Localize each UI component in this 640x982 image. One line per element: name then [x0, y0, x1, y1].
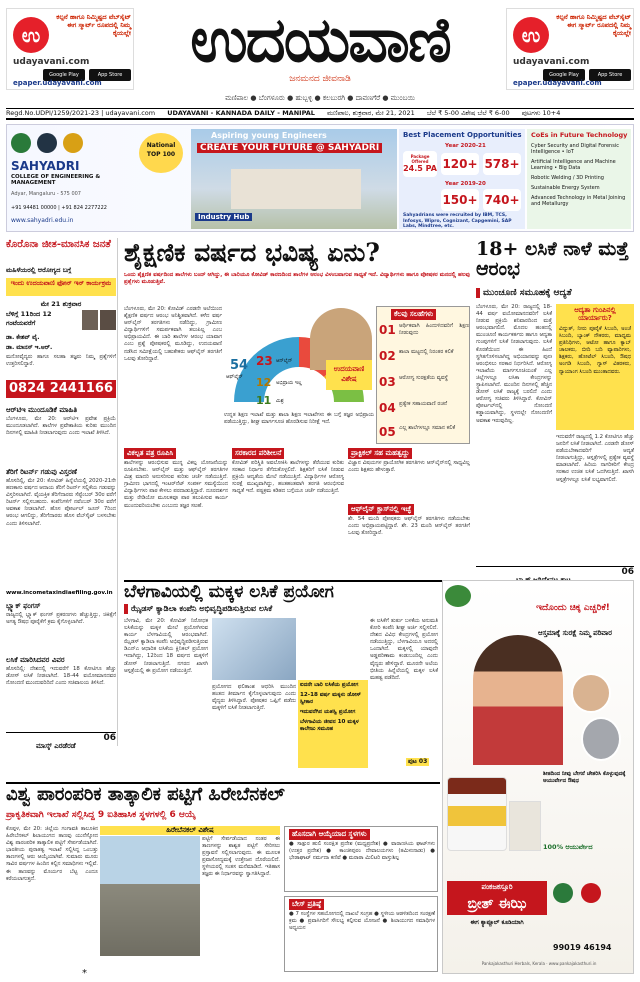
base-box	[284, 896, 438, 972]
chart-value-12: 12	[256, 376, 272, 389]
point-number: 04	[379, 401, 396, 415]
star-mark: *	[82, 968, 87, 979]
leaf-logo-icon	[445, 585, 471, 607]
right-footer-page: 06	[621, 567, 634, 577]
ad-brand: ಪಂಕಜಕಸ್ತೂರಿ	[447, 881, 547, 893]
belagavi-bullets	[298, 680, 368, 768]
phone-in-body: ಮನೋವೈದ್ಯರು ಹಾಗೂ ಸಲಹಾ ತಜ್ಞರು ನಿಮ್ಮ ಪ್ರಶ್ನೆಗಳಿಗೆ ಉತ್ತರಿಸಲಿದ್ದಾರೆ.	[6, 354, 116, 368]
edition: UDAYAVANI - KANNADA DAILY - MANIPAL	[167, 109, 315, 117]
base-box-list: ● 7 ಸಂಸ್ಥೆಗಳ ಸಹಯೋಗದಲ್ಲಿ ದಾಖಲೆ ಸಂಗ್ರಹ ● ಸ್ಥಳೀಯ ಆಡಳಿತದಿಂದ ಸಂರಕ್ಷಣೆ ಕ್ರಮ ● ಪ್ರವಾಸಿಗರಿಗೆ ಸೌಲಭ್ಯ ಕಲ್ಪಿಸುವ ಯೋಜನೆ ● ಶಿಲಾಯುಗದ ಸಮಾಧಿಗಳ ಅಧ್ಯಯನ	[289, 911, 435, 932]
vaccine-body-2: ಇದುವರೆಗೆ ರಾಜ್ಯದಲ್ಲಿ 1.2 ಕೋಟಿಗೂ ಹೆಚ್ಚು ಜನರಿಗೆ ಲಸಿಕೆ ನೀಡಲಾಗಿದೆ. ಎರಡನೇ ಡೋಸ್ ಪಡೆಯಬೇಕಾದವರಿಗೆ ಆದ್ಯತೆ ನೀಡಲಾಗುತ್ತಿದ್ದು, ಆಸ್ಪತ್ರೆಗಳಲ್ಲಿ ಪ್ರತ್ಯೇಕ ವ್ಯವಸ್ಥೆ ಮಾಡಲಾಗಿದೆ. ಹಿರಿಯ ನಾಗರಿಕರಿಗೆ ಕೇಂದ್ರ ಸರಕಾರ ಉಚಿತ ಲಸಿಕೆ ಒದಗಿಸುತ್ತಿದೆ. ಖಾಸಗಿ ಆಸ್ಪತ್ರೆಗಳಲ್ಲೂ ಲಸಿಕೆ ಲಭ್ಯವಾಗಲಿದೆ.	[556, 434, 634, 483]
create-future-text: CREATE YOUR FUTURE @ SAHYADRI	[197, 143, 382, 153]
story-body: ರಾಜ್ಯದಲ್ಲಿ ಬ್ಲ್ಯಾಕ್ ಫಂಗಸ್ ಪ್ರಕರಣಗಳು ಹೆಚ್ಚುತ್ತಿದ್ದು, ಚಿಕಿತ್ಸೆಗೆ ಅಗತ್ಯ ಔಷಧ ಪೂರೈಕೆಗೆ ಕ್ರಮ ಕೈಗೊಳ್ಳಲಾಗಿದೆ.	[6, 612, 116, 626]
left-footer-text: ಮಾಸ್ಕ್ ಎರಡೆರಡೆ	[36, 742, 76, 750]
heritage-body-1: ಕೊಪ್ಪಳ, ಮೇ 20: ಜಿಲ್ಲೆಯ ಗಂಗಾವತಿ ತಾಲೂಕಿನ ಹಿರೇಬೆನಕಲ್ ಶಿಲಾಯುಗದ ತಾಣವು ಯುನೆಸ್ಕೋದ ವಿಶ್ವ ಪಾರಂಪರಿಕ ತಾತ್ಕಾಲಿಕ ಪಟ್ಟಿಗೆ ಸೇರ್ಪಡೆಯಾಗಿದೆ. ಭಾರತೀಯ ಪುರಾತತ್ವ ಇಲಾಖೆ ಸಲ್ಲಿಸಿದ್ದ ಒಂಬತ್ತು ತಾಣಗಳಲ್ಲಿ ಆರು ಆಯ್ಕೆಯಾಗಿವೆ. ಸುಮಾರು ಮೂರು ಸಾವಿರ ವರ್ಷಗಳ ಹಿಂದಿನ ಕಲ್ಲಿನ ಸಮಾಧಿಗಳು ಇಲ್ಲಿವೆ. ಈ ತಾಣವನ್ನು ಮೊರ್ಯರ ಬೆಟ್ಟ ಎಂದೂ ಕರೆಯಲಾಗುತ್ತದೆ.	[6, 826, 98, 882]
issue-date: ಮಣಿಪಾಲ, ಶುಕ್ರವಾರ, ಮೇ 21, 2021	[327, 109, 415, 117]
lead-intro: ಒಂದು ಶೈಕ್ಷಣಿಕ ವರ್ಷದಿಂದ ಶಾಲೆಗಳು ಬಂದ್‌ ಆಗಿದ್ದು, ಈ ಬಾರಿಯೂ ಕೋವಿಡ್ ಕಾರಣದಿಂದ ಶಾಲೆಗಳ ಆರಂಭ ವಿಳಂಬವಾಗುವ ಸಾಧ್ಯತೆ ಇದೆ. ವಿದ್ಯಾರ್ಥಿಗಳು ಹಾಗೂ ಪೋಷಕರ ಮನದಲ್ಲಿ ಹಲವು ಪ್ರಶ್ನೆಗಳು ಮೂಡುತ್ತಿವೆ.	[124, 272, 470, 286]
college-crest-icon	[37, 133, 57, 153]
capsule-pack	[509, 801, 541, 851]
industry-hub: Industry Hub	[195, 213, 252, 221]
udayavani-logo-icon: ಉ	[513, 17, 549, 53]
heritage-photo	[100, 836, 200, 956]
lead-body-col2: ಉನ್ನತ ಶಿಕ್ಷಣ ಇಲಾಖೆ ಮತ್ತು ಶಾಲಾ ಶಿಕ್ಷಣ ಇಲಾಖೆಗಳು ಈ ಬಗ್ಗೆ ತಜ್ಞರ ಅಭಿಪ್ರಾಯ ಪಡೆಯುತ್ತಿದ್ದು, ಶೀಘ್ರ ಮಾರ್ಗಸೂಚಿ ಹೊರಡಿಸುವ ನಿರೀಕ್ಷೆ ಇದೆ.	[224, 412, 374, 426]
ad-phone[interactable]: 99019 46194	[553, 943, 612, 952]
survey-chart	[224, 306, 374, 410]
story-title: ಲಸಿಕೆ ಮಾರಿಸಿದವರ ವಿವರ	[6, 656, 65, 664]
doctor-name-2: ಡಾ. ಮಾನಸ್ ಇ.ಆರ್.	[6, 344, 53, 351]
info-bar	[6, 108, 634, 120]
story-body: ಹೊಸದಿಲ್ಲಿ, ಮೇ 20: ಕೋವಿಡ್ ಹಿನ್ನೆಲೆಯಲ್ಲಿ 2020-21ನೇ ಹಣಕಾಸು ವರ್ಷದ ಆದಾಯ ತೆರಿಗೆ ರಿಟರ್ನ್ ಸಲ್ಲಿಕೆಯ ಗಡುವನ್ನು ವಿಸ್ತರಿಸಲಾಗಿದೆ. ವೈಯಕ್ತಿಕ ತೆರಿಗೆದಾರರು ಸೆಪ್ಟೆಂಬರ್ 30ರ ವರೆಗೆ ರಿಟರ್ನ್ ಸಲ್ಲಿಸಬಹುದು. ಕಂಪೆನಿಗಳಿಗೆ ನವೆಂಬರ್ 30ರ ವರೆಗೆ ಅವಕಾಶ ನೀಡಲಾಗಿದೆ. ಹೊಸ ಪೋರ್ಟಲ್ ಜೂನ್ 7ರಿಂದ ಆರಂಭ ಆಗಲಿದ್ದು, ತೆರಿಗೆದಾರರು ಹೊಸ ವೆಬ್‌ಸೈಟ್ ಬಳಸಬೇಕು ಎಂದು ತಿಳಿಸಲಾಗಿದೆ.	[6, 478, 116, 527]
product-jar	[447, 777, 507, 851]
coe-item: Robotic Welding / 3D Printing	[531, 175, 604, 181]
college-phone[interactable]: +91 94481 00000 | +91 824 2277222	[11, 205, 107, 211]
priority-box-title: ಆದ್ಯತಾ ಗುಂಪಿನಲ್ಲಿ ಯಾರ್ಯಾರು?	[574, 306, 616, 322]
tax-portal-link[interactable]: www.incometaxindiaefiling.gov.in	[6, 590, 113, 596]
story-title: ಬ್ಲ್ಯಾಕ್ ಫಂಗಸ್	[6, 602, 41, 610]
coe-item: Advanced Technology in Metal Joining and Metallurgy	[531, 195, 626, 207]
point-text: ಆರೋಗ್ಯ ಸುರಕ್ಷತೆಯ ವ್ಯವಸ್ಥೆ	[399, 375, 449, 381]
promo-site: udayavani.com	[13, 57, 90, 67]
lead-sub-4-body: ಶೇ. 54 ಮಂದಿ ಪೋಷಕರು ಆಫ್‌ಲೈನ್ ತರಗತಿಗಳು ನಡೆಯಬೇಕು ಎಂದು ಅಭಿಪ್ರಾಯಪಟ್ಟಿದ್ದಾರೆ. ಶೇ. 23 ಮಂದಿ ಆನ್‌ಲೈನ್ ತರಗತಿಗೆ ಒಲವು ತೋರಿದ್ದಾರೆ.	[348, 516, 470, 537]
coe-item: Cyber Security and Digital Forensic Intelligence • IoT	[531, 143, 619, 155]
priority-box-body: ವಿದ್ಯುತ್, ನೀರು ಪೂರೈಕೆ ಸಿಬಂದಿ, ಅಂಚೆ ಸಿಬಂದಿ, ಬ್ಯಾಂಕ್ ನೌಕರರು, ಮಾಧ್ಯಮ ಪ್ರತಿನಿಧಿಗಳು, ಆಟೋ ಹಾಗೂ ಕ್ಯಾಬ್ ಚಾಲಕರು, ಬೀದಿ ಬದಿ ವ್ಯಾಪಾರಿಗಳು, ಶಿಕ್ಷಕರು, ಹೋಟೆಲ್ ಸಿಬಂದಿ, ಔಷಧ ಅಂಗಡಿ ಸಿಬಂದಿ, ಗ್ಯಾಸ್ ವಿತರಕರು, ನ್ಯಾಯಾಂಗ ಸಿಬಂದಿ ಮುಂತಾದವರು.	[559, 326, 631, 375]
lead-headline: ಶೈಕ್ಷಣಿಕ ವರ್ಷದ ಭವಿಷ್ಯ ಏನು?	[124, 238, 380, 267]
story-body: ಬೆಂಗಳೂರು, ಮೇ 20: ಆರ್‌ಟಿಇ ಪ್ರವೇಶ ಪ್ರಕ್ರಿಯೆ ಮುಂದೂಡಲಾಗಿದೆ. ಶಾಲೆಗಳ ಪ್ರವೇಶಾತಿಯ ಕುರಿತು ಮುಂದಿನ ದಿನಗಳಲ್ಲಿ ಮಾಹಿತಿ ನೀಡಲಾಗುವುದು ಎಂದು ಇಲಾಖೆ ತಿಳಿಸಿದೆ.	[6, 416, 116, 437]
new-sites-box	[284, 826, 438, 892]
ad-tagline: ಈಗ ಕ್ಯಾಪ್ಸೂಲ್ ಕೂಡಿಯಾಗಿ	[470, 919, 524, 926]
ad-percent: 100% ಆಯುರ್ವೇದ	[543, 843, 593, 851]
child-vaccine-photo	[212, 618, 296, 680]
promo-left[interactable]	[6, 8, 134, 90]
lead-sub-3-body: ವಿಜ್ಞಾನ ವಿಷಯಗಳ ಪ್ರಾಯೋಗಿಕ ತರಗತಿಗಳು ಆನ್‌ಲೈನ್‌ನಲ್ಲಿ ಸಾಧ್ಯವಿಲ್ಲ ಎಂದು ಶಿಕ್ಷಕರು ಹೇಳುತ್ತಾರೆ.	[348, 460, 470, 474]
epaper-link[interactable]: epaper.udayavani.com	[13, 79, 102, 87]
child-photo	[571, 673, 611, 713]
ad-product: ಬ್ರೀತ್ ಈಝಿ	[447, 893, 547, 915]
jobs-2019-20: 740+	[483, 189, 521, 211]
points-box	[376, 306, 470, 444]
belagavi-page-ref: ಪುಟ 03	[408, 758, 428, 765]
campus-photo	[191, 129, 397, 229]
promo-text: ಕಲ್ಪನೆ ಹಾಗೂ ನಿಮ್ಮಿಷ್ಟದ ವೆಬ್‌ಸೈಟ್‌ ಈಗ ಸ್ಮಾರ್ಟ್‌ ರೂಪದಲ್ಲಿ ನಿಮ್ಮ ಕೈಯಲ್ಲೇ	[56, 13, 131, 37]
college-web[interactable]: www.sahyadri.edu.in	[11, 217, 74, 224]
year-2020-21: Year 2020-21	[445, 143, 486, 149]
lead-sub-3: ಪ್ರಾಕ್ಟಿಕಲ್ ಸಹ ಮಹತ್ವದ್ದು	[348, 448, 412, 459]
elder-photo	[581, 717, 621, 761]
lead-sub-2: ಸರಕಾರದ ಪರಿಶೀಲನೆ	[232, 448, 284, 459]
point-text: ಆರ್ಥಿಕವಾಗಿ ಹಿಂದುಳಿದವರಿಗೆ ಶಿಕ್ಷಣ ನೀಡುವುದು	[399, 323, 469, 337]
belagavi-body-1: ಬೆಳಗಾವಿ, ಮೇ 20: ಕೋವಿಡ್ ನಿರೋಧಕ ಲಸಿಕೆಯನ್ನು ಮಕ್ಕಳ ಮೇಲೆ ಪ್ರಯೋಗಿಸುವ ಕಾರ್ಯ ಬೆಳಗಾವಿಯಲ್ಲಿ ಆರಂಭವಾಗಿದೆ. ಝೈಡಸ್ ಕ್ಯಾಡಿಲಾ ಕಂಪೆನಿ ಅಭಿವೃದ್ಧಿಪಡಿಸುತ್ತಿರುವ ಡಿಎನ್‌ಎ ಆಧಾರಿತ ಲಸಿಕೆಯ ಕ್ಲಿನಿಕಲ್ ಪ್ರಯೋಗ ಇದಾಗಿದ್ದು, 12ರಿಂದ 18 ವರ್ಷದ ಮಕ್ಕಳಿಗೆ ಡೋಸ್ ನೀಡಲಾಗುತ್ತಿದೆ. ನಗರದ ಖಾಸಗಿ ಆಸ್ಪತ್ರೆಯಲ್ಲಿ ಈ ಪ್ರಯೋಗ ನಡೆಯುತ್ತಿದೆ.	[124, 618, 208, 674]
point-number: 03	[379, 375, 396, 389]
offers-2020-21: 120+	[441, 153, 479, 175]
woman-photo	[473, 635, 563, 765]
coe-item: Sustainable Energy System	[531, 185, 600, 191]
recruiters: Sahyadrians were recruited by IBM, TCS, Infosys, Wipro, Cognizant, Capgemini, SAP Labs, Mindtree, etc.	[403, 213, 512, 229]
chart-label: ಅಭಿಪ್ರಾಯ ಇಲ್ಲ	[276, 380, 302, 386]
chart-label: ಆನ್‌ಲೈನ್	[276, 358, 293, 364]
phone-in-time: ಬೆಳಿಗ್ಗೆ 11ರಿಂದ 12 ಗಂಟೆಯವರೆಗೆ	[6, 310, 52, 327]
promo-right[interactable]	[506, 8, 634, 90]
placement-title: Best Placement Opportunities	[403, 131, 522, 139]
masthead-title: ಉದಯವಾಣಿ	[190, 3, 450, 76]
phone-in-date: ಮೇ 21 ಶುಕ್ರವಾರ	[40, 300, 82, 308]
price: ಬೆಲೆ ₹ 5-00 ವಿಶೇಷ ಬೆಲೆ ₹ 6-00	[426, 109, 510, 117]
story-body: ಹೊಸದಿಲ್ಲಿ: ದೇಶದಲ್ಲಿ ಇದುವರೆಗೆ 18 ಕೋಟಿಗೂ ಹೆಚ್ಚು ಡೋಸ್ ಲಸಿಕೆ ನೀಡಲಾಗಿದೆ. 18-44 ವಯೋಮಾನದವರ ನೋಂದಣಿ ಮುಂದುವರಿದಿದೆ ಎಂದು ಸಚಿವಾಲಯ ತಿಳಿಸಿದೆ.	[6, 666, 116, 687]
gmp-badge-icon	[581, 883, 601, 903]
vaccine-headline: 18+ ಲಸಿಕೆ ನಾಳೆ ಮತ್ತೆ ಆರಂಭ	[476, 238, 629, 280]
belagavi-subhead: ಝೈಡಸ್ ಕ್ಯಾಡಿಲಾ ಕಂಪೆನಿ ಅಭಿವೃದ್ಧಿಪಡಿಸುತ್ತಿರುವ ಲಸಿಕೆ	[124, 604, 394, 614]
special-badge: ಉದಯವಾಣಿ ವಿಶೇಷ	[326, 360, 372, 390]
rank-badge: National TOP 100	[139, 133, 183, 173]
ad-footer: Pankajakasthuri Herbals, Kerala · www.pankajakasthuri.in	[481, 961, 597, 966]
heritage-photo-caption: ಹಿರೇಬೆನಕಲ್ ವಿಶೇಷ	[100, 826, 280, 835]
point-text: ಎಲ್ಲ ಶಾಲೆಗಳಲ್ಲೂ ಸಮಾನ ಕಲಿಕೆ	[399, 425, 456, 431]
college-name: SAHYADRI	[11, 159, 80, 173]
left-subtitle: ಮಹಿಳೆಯರಲ್ಲಿ ಆರೋಗ್ಯದ ಬಗ್ಗೆ	[6, 266, 72, 274]
point-number: 05	[379, 425, 396, 439]
doctor-name-1: ಡಾ. ಕೇಶವ್ ವೈ.	[6, 334, 40, 341]
point-text: ಪ್ರತ್ಯೇಕ ಸಹಾಯವಾಣಿ ರಚನೆ	[399, 401, 448, 407]
coes-title: CoEs in Future Technology	[531, 131, 628, 139]
priority-box	[556, 304, 634, 430]
doctor-photo	[82, 310, 98, 330]
bullet-item: ಬೆಳಗಾವಿಯ ಜೀವನ 10 ಮಕ್ಕಳ ಕಾಲೇಜು ಸಮೂಹ	[300, 719, 359, 732]
offers-2019-20: 150+	[441, 189, 479, 211]
app-store-badge[interactable]: App Store	[589, 69, 631, 81]
promo-text: ಕಲ್ಪನೆ ಹಾಗೂ ನಿಮ್ಮಿಷ್ಟದ ವೆಬ್‌ಸೈಟ್‌ ಈಗ ಸ್ಮಾರ್ಟ್‌ ರೂಪದಲ್ಲಿ ನಿಮ್ಮ ಕೈಯಲ್ಲೇ	[556, 13, 631, 37]
sahyadri-ad[interactable]	[6, 124, 634, 232]
pankajakasthuri-ad[interactable]	[442, 580, 634, 974]
promo-site: udayavani.com	[513, 57, 590, 67]
masthead-cities: ಮಣಿಪಾಲ ● ಬೆಂಗಳೂರು ● ಹುಬ್ಬಳ್ಳಿ ● ಕಲಬುರಗಿ ● ದಾವಣಗೆರೆ ● ಮುಂಬಯಿ	[225, 94, 415, 102]
doctor-photo	[100, 310, 116, 330]
aspiring-text: Aspiring young Engineers	[211, 131, 327, 140]
vaccine-subhead: ಮುಂಚೂಣಿ ಸಮೂಹಕ್ಕೆ ಆದ್ಯತೆ	[476, 288, 634, 298]
naac-seal-icon	[11, 133, 31, 153]
chart-label: ಮಿಶ್ರ	[276, 398, 284, 404]
lead-sub-1-body: ಶಾಲೆಗಳನ್ನು ಆರಂಭಿಸುವ ಮುನ್ನ ವಿಕಲ್ಪ ಯೋಜನೆಯನ್ನು ರೂಪಿಸಬೇಕು. ಆನ್‌ಲೈನ್ ಮತ್ತು ಆಫ್‌ಲೈನ್ ತರಗತಿಗಳ ಮಿಶ್ರ ಮಾದರಿ ಅನುಸರಿಸುವ ಕುರಿತು ಚರ್ಚೆ ನಡೆಯುತ್ತಿದೆ. ಗ್ರಾಮೀಣ ಭಾಗದಲ್ಲಿ ಇಂಟರ್‌ನೆಟ್ ಸಂಪರ್ಕ ಸಮಸ್ಯೆಯಿಂದ ವಿದ್ಯಾರ್ಥಿಗಳು ಪಾಠ ಕೇಳಲು ಪರದಾಡುತ್ತಿದ್ದಾರೆ. ದೂರದರ್ಶನ ಮತ್ತು ರೇಡಿಯೋ ಮೂಲಕವೂ ಪಾಠ ತಲುಪಿಸುವ ಕಾರ್ಯ ಮುಂದುವರಿಯಬೇಕು ಎಂಬುದು ತಜ್ಞರ ಸಲಹೆ.	[124, 460, 228, 509]
college-address: Adyar, Mangaluru - 575 007	[11, 191, 81, 197]
masthead-tagline: ಜನಮನದ ಜೀವನಾಡಿ	[289, 74, 351, 84]
page-count: ಪುಟಗಳು 10+4	[521, 109, 561, 117]
point-text: ಶಾಲಾ ಮಟ್ಟದಲ್ಲಿ ನಿರಂತರ ಕಲಿಕೆ	[399, 349, 454, 355]
right-footer	[476, 566, 634, 578]
point-number: 02	[379, 349, 396, 363]
chart-label: ಆಫ್‌ಲೈನ್	[226, 374, 243, 380]
left-footer	[6, 732, 116, 750]
base-box-title: ಬೇಸ್‌ ಪ್ರತಿಷ್ಠೆ	[289, 899, 324, 910]
bullet-item: 12-18 ವರ್ಷ ಮಕ್ಕಳು ಡೋಸ್ ಸ್ವೀಕಾರ	[300, 692, 361, 705]
ad-body: ಶೀತದಿಂದ ನೀವು ಬೇಗನೆ ಚೇತರಿಸಿ ಕೊಳ್ಳುವುದಕ್ಕೆ ಆಯುರ್ವೇದ ಔಷಧ	[543, 771, 626, 784]
bullet-item: ಇದುವರೆಗಿನ ಯಶಸ್ವಿ ಪ್ರಯೋಗ	[300, 709, 356, 715]
ad-headline: ಇದೊಂದು ಚಿಕ್ಕ ಎಚ್ಚರಿಕೆ!	[536, 603, 610, 613]
reg-number: Regd.No.UDPI/1259/2021-23 | udayavani.com	[6, 109, 156, 117]
phone-in-banner: ಇಂದು ಉದಯವಾಣಿ ಫೋನ್‌ ಇನ್‌ ಕಾರ್ಯಕ್ರಮ	[6, 278, 116, 296]
vaccine-body-1: ಬೆಂಗಳೂರು, ಮೇ 20: ರಾಜ್ಯದಲ್ಲಿ 18-44 ವರ್ಷ ವಯೋಮಾನದವರಿಗೆ ಲಸಿಕೆ ನೀಡುವ ಪ್ರಕ್ರಿಯೆ ಶನಿವಾರದಿಂದ ಮತ್ತೆ ಆರಂಭವಾಗಲಿದೆ. ಮೊದಲ ಹಂತದಲ್ಲಿ ಮುಂಚೂಣಿ ಕಾರ್ಯಕರ್ತರು ಹಾಗೂ ಆದ್ಯತಾ ಗುಂಪುಗಳಿಗೆ ಲಸಿಕೆ ನೀಡಲಾಗುವುದು. ಲಸಿಕೆ ಕೊರತೆಯಿಂದ ಈ ಹಿಂದೆ ಸ್ಥಗಿತಗೊಳಿಸಲಾಗಿದ್ದ ಅಭಿಯಾನವನ್ನು ಪುನಃ ಆರಂಭಿಸಲು ಸರಕಾರ ನಿರ್ಧರಿಸಿದೆ. ಆರೋಗ್ಯ ಇಲಾಖೆಯ ಮಾರ್ಗಸೂಚಿಯಂತೆ ಎಲ್ಲ ಜಿಲ್ಲೆಗಳಲ್ಲೂ ಲಸಿಕಾ ಕೇಂದ್ರಗಳನ್ನು ಸ್ಥಾಪಿಸಲಾಗಿದೆ. ಮುಂದಿನ ದಿನಗಳಲ್ಲಿ ಹೆಚ್ಚಿನ ಡೋಸ್ ಲಸಿಕೆ ರಾಜ್ಯಕ್ಕೆ ಬರಲಿದೆ ಎಂದು ಆರೋಗ್ಯ ಸಚಿವರು ತಿಳಿಸಿದ್ದಾರೆ. ಕೋವಿನ್ ಪೋರ್ಟಲ್‌ನಲ್ಲಿ ನೋಂದಣಿ ಕಡ್ಡಾಯವಾಗಿದ್ದು, ಸ್ಥಳದಲ್ಲೇ ನೋಂದಣಿಗೆ ಅವಕಾಶ ಇರುವುದಿಲ್ಲ.	[476, 304, 552, 424]
lead-sub-1: ವಿಕಲ್ಪತ ಪತ್ರ ರೂಪಿಸಿ	[124, 448, 176, 459]
left-column	[6, 238, 118, 750]
lead-sub-4: ಆಫ್‌ಲೈನ್ ಕ್ಲಾಸ್‌ನಲ್ಲಿ ಇಚ್ಛೆ	[348, 504, 414, 515]
chart-value-11: 11	[256, 394, 272, 407]
belagavi-body-3: ಈ ಲಸಿಕೆಗೆ ತುರ್ತು ಬಳಕೆಯ ಅನುಮತಿ ಕೋರಿ ಕಂಪೆನಿ ಶೀಘ್ರ ಅರ್ಜಿ ಸಲ್ಲಿಸಲಿದೆ. ದೇಶದ ವಿವಿಧ ಕೇಂದ್ರಗಳಲ್ಲಿ ಪ್ರಯೋಗ ನಡೆಯುತ್ತಿದ್ದು, ಬೆಳಗಾವಿಯೂ ಅದರಲ್ಲಿ ಒಂದಾಗಿದೆ. ಮಕ್ಕಳಲ್ಲಿ ಯಾವುದೇ ಅಡ್ಡಪರಿಣಾಮ ಕಂಡುಬಂದಿಲ್ಲ ಎಂದು ವೈದ್ಯರು ಹೇಳಿದ್ದಾರೆ. ಮೂರನೇ ಅಲೆಯ ಭೀತಿಯ ಹಿನ್ನೆಲೆಯಲ್ಲಿ ಮಕ್ಕಳ ಲಸಿಕೆ ಮಹತ್ವ ಪಡೆದಿದೆ.	[370, 618, 438, 681]
points-title: ಕೆಲವು ಸಲಹೆಗಳು	[391, 309, 436, 320]
belagavi-body-2: ಪ್ರಯೋಗದ ಫಲಿತಾಂಶ ಆಧರಿಸಿ ಮುಂದಿನ ಹಂತದ ತೀರ್ಮಾನ ಕೈಗೊಳ್ಳಲಾಗುವುದು ಎಂದು ವೈದ್ಯರು ತಿಳಿಸಿದ್ದಾರೆ. ಪೋಷಕರ ಒಪ್ಪಿಗೆ ಪಡೆದು ಮಕ್ಕಳಿಗೆ ಲಸಿಕೆ ನೀಡಲಾಗುತ್ತಿದೆ.	[212, 684, 296, 712]
epaper-link[interactable]: epaper.udayavani.com	[513, 79, 602, 87]
story-title: ತೆರಿಗೆ ರಿಟರ್ನ್ ಗಡುವು ವಿಸ್ತರಣೆ	[6, 468, 77, 476]
heritage-body-2: ಪಟ್ಟಿಗೆ ಸೇರ್ಪಡೆಯಾದ ನಂತರ ಈ ತಾಣಗಳನ್ನು ಶಾಶ್ವತ ಪಟ್ಟಿಗೆ ಸೇರಿಸಲು ಪ್ರಸ್ತಾವನೆ ಸಲ್ಲಿಸಲಾಗುವುದು. ಈ ಮೂಲಕ ಪ್ರವಾಸೋದ್ಯಮಕ್ಕೆ ಉತ್ತೇಜನ ದೊರೆಯಲಿದೆ. ಸ್ಥಳೀಯರಲ್ಲಿ ಸಂತಸ ಮನೆಮಾಡಿದೆ. ಇತಿಹಾಸ ತಜ್ಞರು ಈ ನಿರ್ಧಾರವನ್ನು ಸ್ವಾಗತಿಸಿದ್ದಾರೆ.	[202, 836, 280, 878]
chart-value-23: 23	[256, 354, 273, 368]
lead-body-col1: ಬೆಂಗಳೂರು, ಮೇ 20: ಕೋವಿಡ್ ಎರಡನೇ ಅಲೆಯಿಂದ ಶೈಕ್ಷಣಿಕ ವರ್ಷದ ಆರಂಭ ಅನಿಶ್ಚಿತವಾಗಿದೆ. ಕಳೆದ ವರ್ಷ ಆನ್‌ಲೈನ್ ತರಗತಿಗಳು ನಡೆದಿದ್ದು, ಗ್ರಾಮೀಣ ವಿದ್ಯಾರ್ಥಿಗಳಿಗೆ ಸಮರ್ಪಕವಾಗಿ ತಲುಪಿಲ್ಲ ಎಂಬ ಅಭಿಪ್ರಾಯವಿದೆ. ಈ ಬಾರಿ ಶಾಲೆಗಳ ಆರಂಭ ಯಾವಾಗ ಎಂಬ ಪ್ರಶ್ನೆ ಪೋಷಕರಲ್ಲಿ ಮೂಡಿದ್ದು, ಉದಯವಾಣಿ ನಡೆಸಿದ ಸಮೀಕ್ಷೆಯಲ್ಲಿ ಬಹುತೇಕರು ಆಫ್‌ಲೈನ್ ತರಗತಿಗೆ ಒಲವು ತೋರಿದ್ದಾರೆ.	[124, 306, 222, 362]
lead-sub-2-body: ಕೋವಿಡ್ ಪರಿಸ್ಥಿತಿ ಅವಲೋಕಿಸಿ ಶಾಲೆಗಳನ್ನು ತೆರೆಯುವ ಕುರಿತು ಸರಕಾರ ನಿರ್ಧಾರ ತೆಗೆದುಕೊಳ್ಳಲಿದೆ. ಶಿಕ್ಷಕರಿಗೆ ಲಸಿಕೆ ನೀಡುವ ಪ್ರಕ್ರಿಯೆ ಆದ್ಯತೆಯ ಮೇಲೆ ನಡೆಯುತ್ತಿದೆ. ವಿದ್ಯಾರ್ಥಿಗಳ ಆರೋಗ್ಯ ಸುರಕ್ಷೆ ಮುಖ್ಯವಾಗಿದ್ದು, ಹಂತಹಂತವಾಗಿ ತರಗತಿ ಆರಂಭಿಸುವ ಸಾಧ್ಯತೆ ಇದೆ. ಪಠ್ಯಕ್ರಮ ಕಡಿತದ ಬಗ್ಗೆಯೂ ಚರ್ಚೆ ನಡೆಯುತ್ತಿದೆ.	[232, 460, 344, 495]
college-full-name: COLLEGE OF ENGINEERING & MANAGEMENT	[11, 174, 101, 186]
udayavani-logo-icon: ಉ	[13, 17, 49, 53]
new-sites-title: ಹೊಸದಾಗಿ ಆಯ್ಕೆಯಾದ ಸ್ಥಳಗಳು	[289, 829, 370, 840]
left-title: ಕೊರೊನಾ ಜೀತ-ಮಾನಸಿಕ ಜನತೆ	[6, 239, 111, 250]
left-footer-page: 06	[103, 733, 116, 743]
heritage-subhead: ಪ್ರಾಕೃತಿಕವಾಗಿ ಇಲಾಖೆ ಸಲ್ಲಿಸಿದ್ದ 9 ಐತಿಹಾಸಿಕ ಸ್ಥಳಗಳಲ್ಲಿ 6 ಆಯ್ಕೆ	[6, 810, 196, 820]
bullet-item: ಐದನೇ ಬಾರಿ ಲಸಿಕೆಯ ಪ್ರಯೋಗ	[300, 682, 359, 688]
new-sites-list: ● ಸಾತ್ಪುರ ಹುಲಿ ಸಂರಕ್ಷಿತ ಪ್ರದೇಶ (ಮಧ್ಯಪ್ರದೇಶ) ● ವಾರಾಣಸಿಯ ಘಾಟ್‌ಗಳು (ಉತ್ತರ ಪ್ರದೇಶ) ● ಕಾಂಚೀಪುರಂ ದೇವಾಲಯಗಳು (ತಮಿಳುನಾಡು) ● ಭೇಡಾಘಾಟ್ ನರ್ಮದಾ ಕಣಿವೆ ● ಮರಾಠಾ ಮಿಲಿಟರಿ ವಾಸ್ತುಶಿಲ್ಪ	[289, 841, 435, 862]
story-title: ಆರ್‌ಟಿಇ ಮುಂದೂಡಿಕೆ ಮಾಹಿತಿ	[6, 406, 78, 414]
coe-item: Artificial Intelligence and Machine Learning • Big Data	[531, 159, 616, 171]
phone-number[interactable]: 0824 2441166	[6, 380, 116, 398]
heritage-headline: ವಿಶ್ವ ಪಾರಂಪರಿಕ ತಾತ್ಕಾಲಿಕ ಪಟ್ಟಿಗೆ ಹಿರೇಬೆನಕಲ್	[6, 784, 285, 805]
jobs-2020-21: 578+	[483, 153, 521, 175]
accreditation-icon	[63, 133, 83, 153]
ad-subline: ಆಸ್ತಮಾಕ್ಕೆ ಸುರಕ್ಷೆ ನಿಮ್ಮ ಪರಿವಾರ	[538, 629, 612, 637]
ayush-badge-icon	[553, 883, 573, 903]
google-play-badge[interactable]: Google Play	[43, 69, 85, 81]
package-offered: Package Offered 24.5 PA	[403, 151, 437, 177]
chart-value-54: 54	[230, 358, 249, 373]
app-store-badge[interactable]: App Store	[89, 69, 131, 81]
year-2019-20: Year 2019-20	[445, 181, 486, 187]
point-number: 01	[379, 323, 396, 337]
google-play-badge[interactable]: Google Play	[543, 69, 585, 81]
belagavi-headline: ಬೆಳಗಾವಿಯಲ್ಲಿ ಮಕ್ಕಳ ಲಸಿಕೆ ಪ್ರಯೋಗ	[124, 582, 334, 602]
